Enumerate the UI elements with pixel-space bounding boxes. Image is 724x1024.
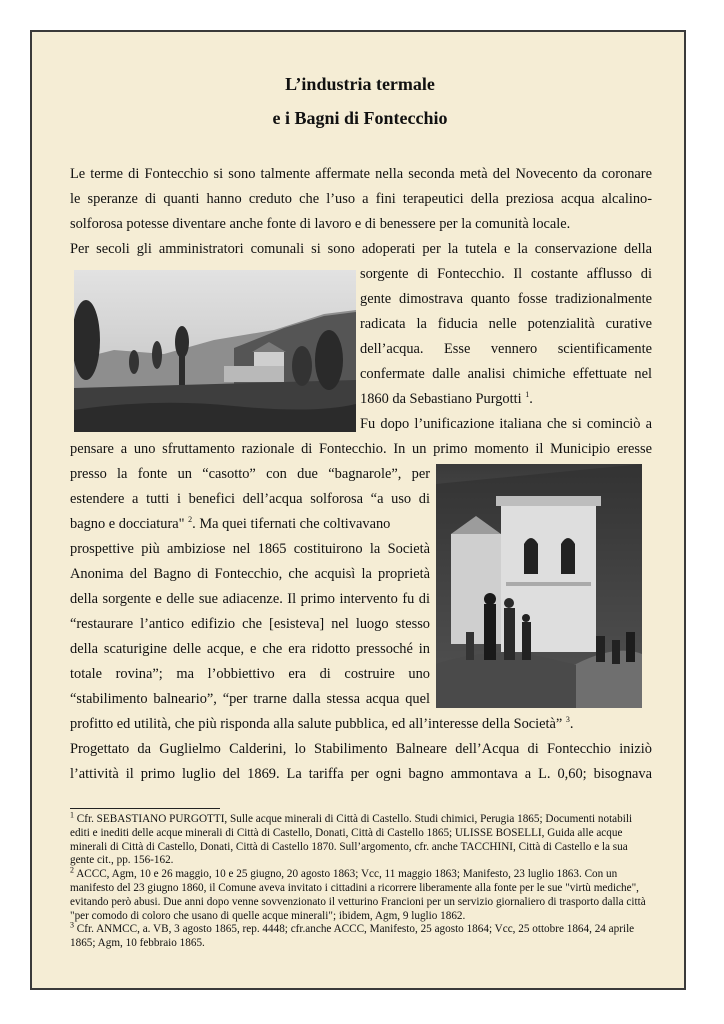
body-line: radicata la fiducia nelle potenzialità curative bbox=[360, 316, 652, 332]
body-line: dell’acqua. Esse vennero scientificamente bbox=[360, 341, 652, 357]
body-text: . Ma quei tifernati che coltivavano bbox=[192, 516, 391, 532]
footnote-1: $^1$ Cfr. SEBASTIANO PURGOTTI, Sulle acque minerali di Città di Castello. Studi chimici, Perugia 1865; Documenti notabili editi e inediti delle acque minerali di Città di Castello, Donati, Città di Castello 1865; ULISSE BOSELLI, Guida alle acque minerali di Città di Castello, Donati, Città di Castello 1870. Sull’argomento, cfr. anche TACCHINI, Città di Castello e la sua gente cit., pp. 156-162. bbox=[70, 810, 633, 867]
body-line: le speranze di quanti hanno creduto che l’uso a fini terapeutici della preziosa acqua alcalino- bbox=[70, 191, 652, 207]
body-line: profitto ed utilità, che più risponda alla salute pubblica, ed all’interesse della Società” $^3$. bbox=[70, 715, 574, 732]
footnote-3: $^3$ Cfr. ANMCC, a. VB, 3 agosto 1865, rep. 4448; cfr.anche ACCC, Manifesto, 25 agosto 1864; Vcc, 25 ottobre 1864, 24 aprile 1865; Agm, 10 febbraio 1865. bbox=[70, 920, 635, 950]
body-line: Per secoli gli amministratori comunali si sono adoperati per la tutela e la conservazione della bbox=[70, 241, 652, 257]
body-line: estendere a tutti i benefici dell’acqua solforosa “a uso di bbox=[70, 491, 430, 507]
body-line: sorgente di Fontecchio. Il costante afflusso di bbox=[360, 266, 652, 282]
body-line: della sorgente e delle sue adiacenze. Il primo intervento fu di bbox=[70, 591, 430, 607]
body-line: confermate dalle analisi chimiche effettuate nel bbox=[360, 366, 652, 382]
body-line: l’attività il primo luglio del 1869. La tariffa per ogni bagno ammontava a L. 0,60; bisognava bbox=[70, 766, 652, 782]
body-line: “stabilimento balneario”, “per trarne dalla stessa acqua quel bbox=[70, 691, 430, 707]
footnote-rule bbox=[70, 808, 220, 809]
body-line: Progettato da Guglielmo Calderini, lo Stabilimento Balneare dell’Acqua di Fontecchio iniziò bbox=[70, 741, 652, 757]
body-line: pensare a uno sfruttamento razionale di Fontecchio. In un primo momento il Municipio eresse bbox=[70, 441, 652, 457]
document-page bbox=[30, 30, 686, 990]
landscape-photo bbox=[74, 270, 356, 432]
body-line: della scaturigine delle acque, e che era ridotto pressoché in bbox=[70, 641, 430, 657]
body-line: Le terme di Fontecchio si sono talmente affermate nella seconda metà del Novecento da coronare bbox=[70, 166, 652, 182]
body-line: Anonima del Bagno di Fontecchio, che acquisì la proprietà bbox=[70, 566, 430, 582]
body-line: totale rovina”; ma l’obbiettivo era di costruire uno bbox=[70, 666, 430, 682]
title-line-2: e i Bagni di Fontecchio bbox=[272, 108, 448, 128]
body-text: profitto ed utilità, che più risponda alla salute pubblica, ed all’interesse della Società” bbox=[70, 716, 563, 732]
footnote-ref-1[interactable]: 1 bbox=[525, 390, 530, 400]
bath-building-photo bbox=[436, 464, 642, 708]
body-line: Fu dopo l’unificazione italiana che si cominciò a bbox=[360, 416, 652, 432]
body-line: “restaurare l’antico edifizio che [esisteva] nel luogo stesso bbox=[70, 616, 430, 632]
body-line: gente dimostrava quanto fosse tradizionalmente bbox=[360, 291, 652, 307]
footnote-ref-2[interactable]: 2 bbox=[188, 515, 193, 525]
body-line: presso la fonte un “casotto” con due “bagnarole”, per bbox=[70, 466, 430, 482]
body-text: bagno e docciatura" bbox=[70, 516, 185, 532]
body-line: solforosa potesse diventare anche fonte di lavoro e di benessere per la comunità locale. bbox=[70, 216, 571, 232]
body-text: 1860 da Sebastiano Purgotti bbox=[360, 391, 522, 407]
footnote-2: $^2$ ACCC, Agm, 10 e 26 maggio, 10 e 25 giugno, 20 agosto 1863; Vcc, 11 maggio 1863; Manifesto, 23 luglio 1863. Con un manifesto del 23 giugno 1860, il Comune aveva invitato i cittadini a ricorrere liberamente alla fonte per le sue "virtù mediche", evitando però abusi. Due anni dopo venne sovvenzionato il vetturino Francioni per un servizio giornaliero di trasporto dalla città "per comodo di coloro che usano di quelle acque minerali"; ibidem, Agm, 9 luglio 1862. bbox=[70, 865, 646, 922]
body-line: 1860 da Sebastiano Purgotti $^1$. bbox=[360, 390, 533, 407]
body-line: prospettive più ambiziose nel 1865 costituirono la Società bbox=[70, 541, 430, 557]
footnote-ref-3[interactable]: 3 bbox=[565, 715, 570, 725]
body-line bbox=[70, 515, 430, 533]
footnotes bbox=[70, 808, 652, 951]
title-line-1: L’industria termale bbox=[285, 74, 435, 94]
